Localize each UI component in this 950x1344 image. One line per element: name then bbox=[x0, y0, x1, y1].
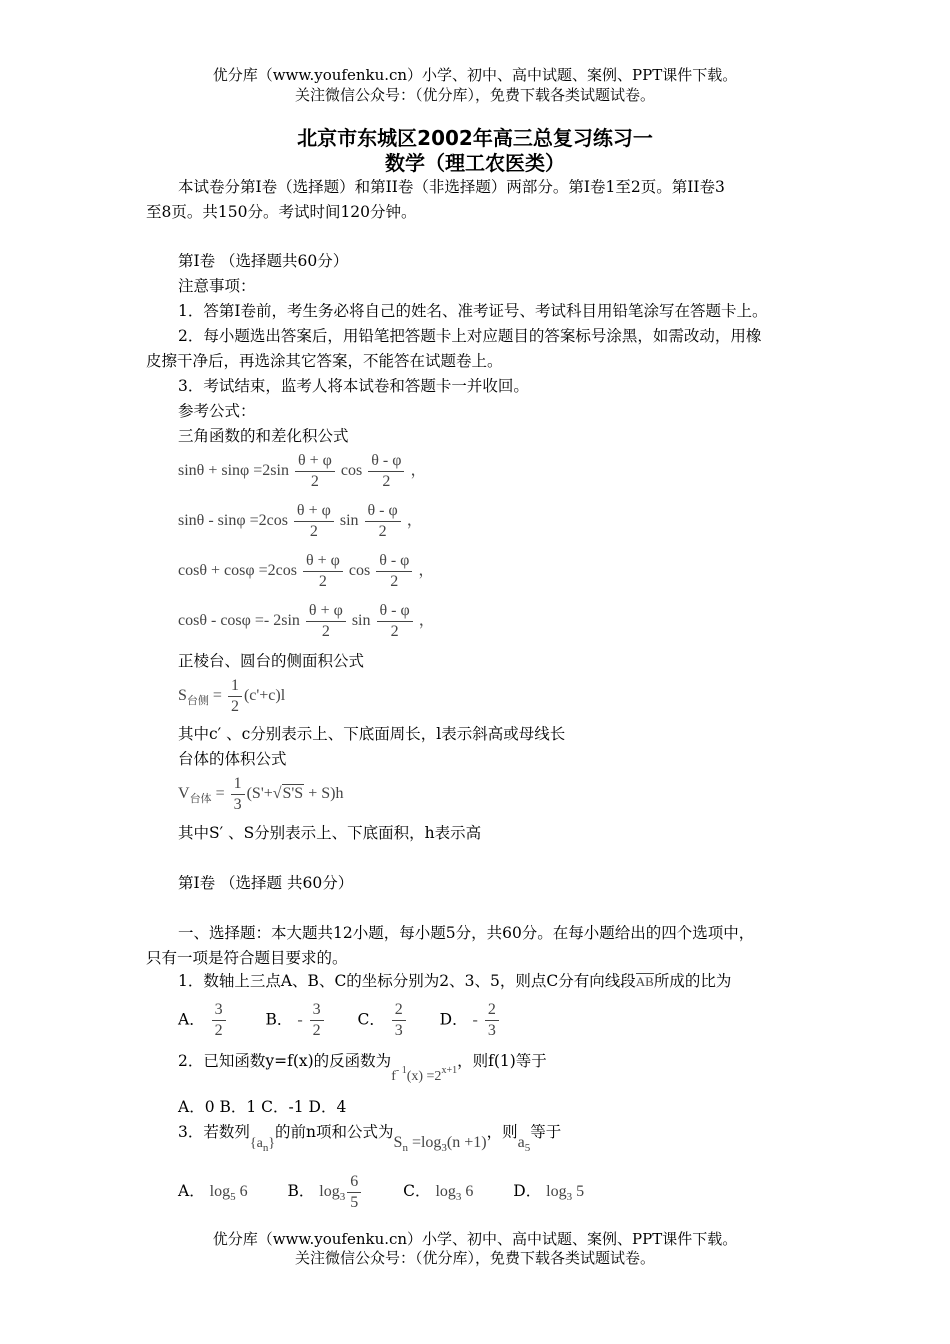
numerator: 1 bbox=[228, 676, 242, 697]
sqrt-radicand: S'S bbox=[282, 785, 304, 803]
question-text: 2．已知函数y=f(x)的反函数为 bbox=[178, 1052, 392, 1070]
formula-text: = bbox=[212, 687, 222, 705]
denominator: 2 bbox=[378, 523, 387, 540]
minus-sign: - bbox=[297, 1011, 303, 1029]
question-text: ，则f(1)等于 bbox=[457, 1052, 547, 1070]
numerator: 2 bbox=[392, 1000, 406, 1021]
fraction bbox=[306, 601, 346, 642]
formula-text: (c'+c)l bbox=[243, 687, 286, 705]
denominator: 3 bbox=[394, 1022, 403, 1039]
numerator: θ - φ bbox=[365, 501, 401, 522]
denominator: 2 bbox=[309, 523, 318, 540]
question-text: 的前n项和公式为 bbox=[275, 1123, 394, 1141]
fraction bbox=[376, 551, 412, 592]
denominator: 2 bbox=[382, 473, 391, 490]
sequence-expr bbox=[249, 1136, 276, 1154]
superscript: x+1 bbox=[441, 1065, 458, 1076]
q1-options bbox=[178, 1000, 501, 1041]
formula-text: 5 bbox=[572, 1183, 585, 1201]
section1-heading: 第I卷 （选择题共60分） bbox=[178, 252, 349, 270]
page-title: 北京市东城区2002年高三总复习练习一 bbox=[297, 126, 653, 150]
page-subtitle: 数学（理工农医类） bbox=[385, 151, 565, 175]
formula-text: + S)h bbox=[304, 785, 344, 803]
formula-text: (S'+ bbox=[246, 785, 273, 803]
formula-text: log bbox=[435, 1183, 456, 1201]
numerator: 2 bbox=[485, 1000, 499, 1021]
fraction bbox=[365, 501, 401, 542]
subscript: 3 bbox=[339, 1191, 346, 1204]
formula-text: =log bbox=[411, 1134, 442, 1151]
formula-diff-sin bbox=[178, 501, 423, 542]
notice-title: 注意事项： bbox=[178, 277, 256, 295]
option-d-expr bbox=[546, 1183, 585, 1204]
volume-title: 台体的体积公式 bbox=[178, 750, 287, 768]
ref-title: 参考公式： bbox=[178, 402, 256, 420]
numerator: θ + φ bbox=[295, 451, 335, 472]
formula-text: sin bbox=[351, 612, 371, 630]
denominator: 2 bbox=[318, 573, 327, 590]
footer-line-1: 优分库（www.youfenku.cn）小学、初中、高中试题、案例、PPT课件下载。 bbox=[212, 1230, 738, 1248]
frustum-title: 正棱台、圆台的侧面积公式 bbox=[178, 652, 365, 670]
header-line-1: 优分库（www.youfenku.cn）小学、初中、高中试题、案例、PPT课件下载。 bbox=[212, 66, 738, 84]
formula-text: } bbox=[268, 1136, 276, 1151]
option-label: C． bbox=[357, 1010, 385, 1029]
question-text: 等于 bbox=[530, 1123, 562, 1141]
question-3 bbox=[178, 1121, 562, 1154]
notice-2a: 2．每小题选出答案后，用铅笔把答题卡上对应题目的答案标号涂黑，如需改动，用橡 bbox=[178, 327, 762, 345]
numerator: θ - φ bbox=[377, 601, 413, 622]
formula-text: log bbox=[319, 1183, 340, 1201]
subscript: 台侧 bbox=[186, 695, 209, 708]
volume-note: 其中S′ 、S分别表示上、下底面积，h表示高 bbox=[178, 824, 482, 842]
option-a-fraction bbox=[212, 1000, 226, 1041]
numerator: 1 bbox=[231, 774, 245, 795]
denominator: 2 bbox=[312, 1022, 321, 1039]
formula-volume bbox=[178, 774, 343, 815]
formula-text: 6 bbox=[235, 1183, 248, 1201]
notice-3: 3．考试结束，监考人将本试卷和答题卡一并收回。 bbox=[178, 377, 529, 395]
formula-text: cos bbox=[348, 562, 371, 580]
sqrt-icon: √ bbox=[272, 785, 282, 803]
subscript: n bbox=[262, 1142, 269, 1154]
formula-text: log bbox=[546, 1183, 567, 1201]
denominator: 2 bbox=[390, 623, 399, 640]
formula-text: cosθ + cosφ =2cos bbox=[178, 562, 297, 580]
formula-sum-sin bbox=[178, 451, 426, 492]
instructions-line-2: 只有一项是符合题目要求的。 bbox=[146, 949, 348, 967]
formula-text: (x) =2 bbox=[406, 1069, 442, 1084]
denominator: 3 bbox=[233, 796, 242, 813]
subscript: 3 bbox=[566, 1191, 573, 1204]
a5-expr bbox=[517, 1134, 531, 1154]
q2-options: A．0 B．1 C．-1 D．4 bbox=[178, 1098, 347, 1116]
fraction bbox=[347, 1172, 361, 1213]
numerator: θ + φ bbox=[294, 501, 334, 522]
numerator: θ + φ bbox=[306, 601, 346, 622]
notice-2b: 皮擦干净后，再选涂其它答案，不能答在试题卷上。 bbox=[146, 352, 503, 370]
denominator: 2 bbox=[230, 698, 239, 715]
subscript: n bbox=[402, 1142, 408, 1154]
denominator: 2 bbox=[214, 1022, 223, 1039]
formula-text: (n +1) bbox=[446, 1134, 487, 1151]
formula-text: sinθ + sinφ =2sin bbox=[178, 462, 289, 480]
formula-text: log bbox=[209, 1183, 231, 1201]
denominator: 2 bbox=[321, 623, 330, 640]
minus-sign: - bbox=[472, 1011, 478, 1029]
denominator: 5 bbox=[350, 1194, 359, 1211]
option-d-fraction bbox=[485, 1000, 499, 1041]
comma: ， bbox=[406, 512, 423, 530]
formula-lateral-area bbox=[178, 676, 285, 717]
comma: ， bbox=[418, 612, 435, 630]
formula-text: {a bbox=[249, 1136, 263, 1151]
subscript: 3 bbox=[441, 1142, 447, 1154]
fraction bbox=[231, 774, 245, 815]
notice-1: 1．答第I卷前，考生务必将自己的姓名、准考证号、考试科目用铅笔涂写在答题卡上。 bbox=[178, 302, 768, 320]
numerator: θ + φ bbox=[303, 551, 343, 572]
formula-sum-cos bbox=[178, 551, 434, 592]
trig-title: 三角函数的和差化积公式 bbox=[178, 427, 349, 445]
question-text: 3．若数列 bbox=[178, 1123, 250, 1141]
formula-text: cos bbox=[340, 462, 363, 480]
subscript: 3 bbox=[455, 1191, 462, 1204]
fraction bbox=[228, 676, 242, 717]
question-1 bbox=[178, 970, 731, 993]
option-label: B． bbox=[265, 1010, 293, 1029]
superscript: - 1 bbox=[395, 1065, 407, 1076]
denominator: 2 bbox=[310, 473, 319, 490]
option-label: A． bbox=[178, 1010, 205, 1029]
numerator: 3 bbox=[310, 1000, 324, 1021]
formula-text: V bbox=[178, 785, 190, 803]
option-c-fraction bbox=[392, 1000, 406, 1041]
intro-line-2: 至8页。共150分。考试时间120分钟。 bbox=[146, 203, 417, 221]
formula-text: S bbox=[393, 1134, 403, 1151]
denominator: 3 bbox=[487, 1022, 496, 1039]
header-line-2: 关注微信公众号：（优分库），免费下载各类试题试卷。 bbox=[294, 86, 655, 104]
section2-heading: 第I卷 （选择题 共60分） bbox=[178, 874, 354, 892]
frustum-note: 其中c′ 、c分别表示上、下底面周长，l表示斜高或母线长 bbox=[178, 725, 566, 743]
denominator: 2 bbox=[390, 573, 399, 590]
formula-text: a bbox=[517, 1134, 525, 1151]
option-label: D． bbox=[439, 1010, 468, 1029]
option-label: B． bbox=[287, 1182, 315, 1201]
option-label: D． bbox=[513, 1182, 542, 1201]
sum-formula-expr bbox=[393, 1134, 487, 1154]
option-a-expr bbox=[209, 1183, 248, 1204]
option-b-fraction bbox=[310, 1000, 324, 1041]
instructions-line-1: 一、选择题：本大题共12小题，每小题5分，共60分。在每小题给出的四个选项中， bbox=[178, 924, 755, 942]
formula-text: sin bbox=[339, 512, 359, 530]
comma: ， bbox=[410, 462, 427, 480]
option-label: A． bbox=[178, 1182, 205, 1201]
formula-text: f bbox=[391, 1069, 396, 1084]
option-c-expr bbox=[435, 1183, 474, 1204]
vector-ab: AB bbox=[635, 974, 654, 989]
formula-text: S bbox=[178, 687, 187, 705]
comma: ， bbox=[418, 562, 435, 580]
fraction bbox=[294, 501, 334, 542]
formula-diff-cos bbox=[178, 601, 435, 642]
intro-line-1: 本试卷分第I卷（选择题）和第II卷（非选择题）两部分。第I卷1至2页。第II卷3 bbox=[178, 178, 725, 196]
question-text: ，则 bbox=[486, 1123, 518, 1141]
formula-text: cosθ - cosφ =- 2sin bbox=[178, 612, 300, 630]
formula-text: sinθ - sinφ =2cos bbox=[178, 512, 288, 530]
subscript: 5 bbox=[230, 1191, 236, 1204]
fraction bbox=[295, 451, 335, 492]
q3-options bbox=[178, 1172, 584, 1213]
formula-text: = bbox=[215, 785, 225, 803]
fraction bbox=[368, 451, 404, 492]
numerator: θ - φ bbox=[368, 451, 404, 472]
numerator: 3 bbox=[212, 1000, 226, 1021]
question-text: 1．数轴上三点A、B、C的坐标分别为2、3、5，则点C分有向线段 bbox=[178, 972, 636, 990]
footer-line-2: 关注微信公众号：（优分库），免费下载各类试题试卷。 bbox=[294, 1249, 655, 1267]
inverse-function-expr bbox=[391, 1065, 458, 1084]
subscript: 台体 bbox=[189, 793, 212, 806]
option-b-expr bbox=[319, 1173, 363, 1211]
question-text: 所成的比为 bbox=[653, 972, 732, 990]
numerator: 6 bbox=[347, 1172, 361, 1193]
fraction bbox=[303, 551, 343, 592]
numerator: θ - φ bbox=[376, 551, 412, 572]
option-label: C． bbox=[403, 1182, 431, 1201]
subscript: 5 bbox=[524, 1142, 531, 1154]
question-2 bbox=[178, 1046, 547, 1084]
formula-text: 6 bbox=[461, 1183, 474, 1201]
fraction bbox=[377, 601, 413, 642]
